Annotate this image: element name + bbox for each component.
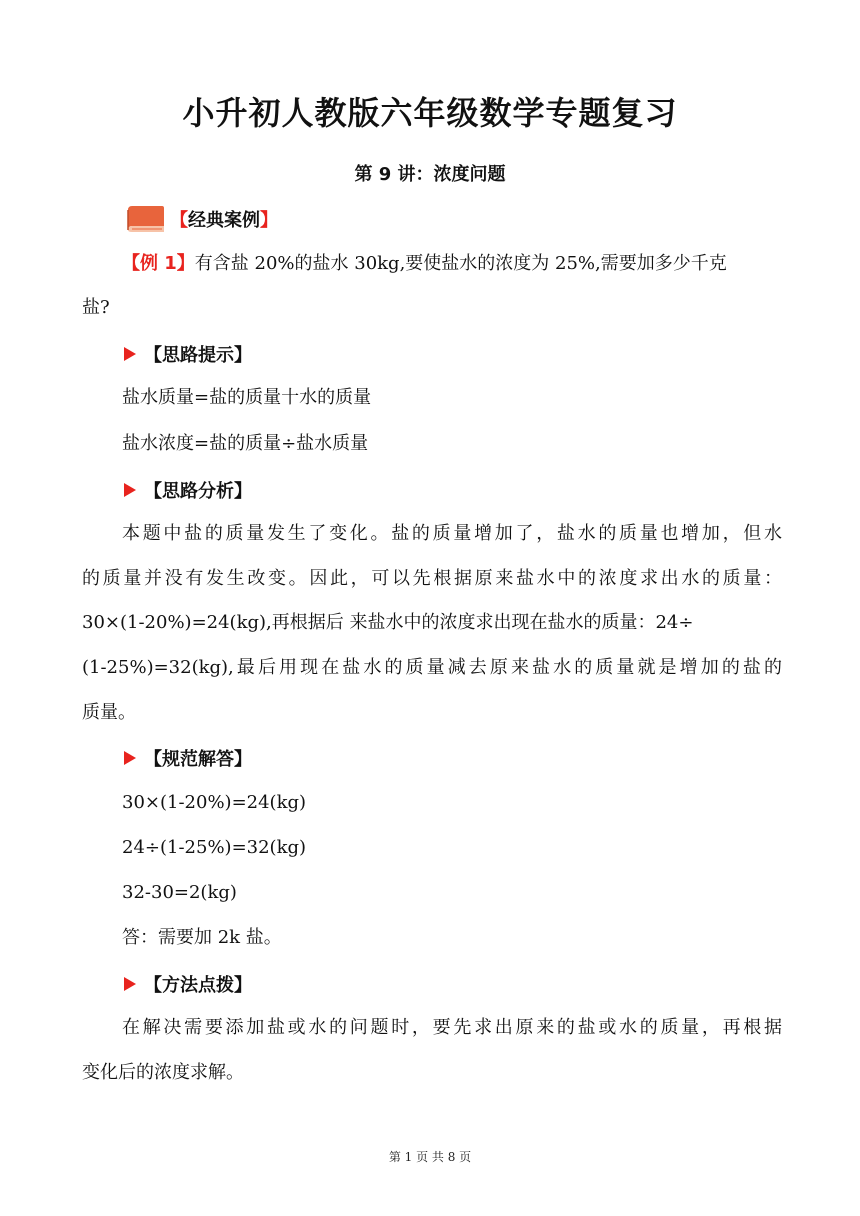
analysis-heading: 【思路分析】 [124,478,252,502]
method-heading: 【方法点拨】 [124,972,252,996]
example-tag: 【例 1】 [122,253,195,274]
hint-heading: 【思路提示】 [124,342,252,366]
section-heading [124,204,278,234]
triangle-bullet-icon [124,751,136,765]
triangle-bullet-icon [124,483,136,497]
page-title: 小升初人教版六年级数学专题复习 [182,94,678,132]
triangle-bullet-icon [124,347,136,361]
hint-line: 盐水质量=盐的质量十水的质量 [122,387,372,408]
method-line: 在解决需要添加盐或水的问题时，要先求出原来的盐或水的质量，再根据 [122,1017,782,1038]
solution-line: 24÷(1-25%)=32(kg) [122,837,307,858]
section-label: 【经典案例】 [170,210,278,231]
lesson-subtitle: 第 9 讲：浓度问题 [354,164,506,185]
solution-answer: 答：需要加 2k 盐。 [122,927,282,948]
example-line-2: 盐? [82,297,110,318]
analysis-line: 30×(1-20%)=24(kg),再根据后 来盐水中的浓度求出现在盐水的质量：24÷ [82,612,694,633]
analysis-line: 质量。 [82,702,136,723]
analysis-line: 本题中盐的质量发生了变化。盐的质量增加了，盐水的质量也增加，但水 [122,523,782,544]
page-footer: 第 1 页 共 8 页 [388,1150,472,1164]
method-line: 变化后的浓度求解。 [82,1062,244,1083]
solution-line: 32-30=2(kg) [122,882,237,903]
analysis-line: 的质量并没有发生改变。因此，可以先根据原来盐水中的浓度求出水的质量： [82,568,782,589]
book-icon [124,204,168,234]
solution-line: 30×(1-20%)=24(kg) [122,792,307,813]
hint-line: 盐水浓度=盐的质量÷盐水质量 [122,433,369,454]
triangle-bullet-icon [124,977,136,991]
example-line-1: 【例 1】有含盐 20%的盐水 30kg,要使盐水的浓度为 25%,需要加多少千克 [122,253,727,274]
solution-heading: 【规范解答】 [124,746,252,770]
analysis-line: (1-25%)=32(kg),最后用现在盐水的质量减去原来盐水的质量就是增加的盐的 [82,657,782,678]
